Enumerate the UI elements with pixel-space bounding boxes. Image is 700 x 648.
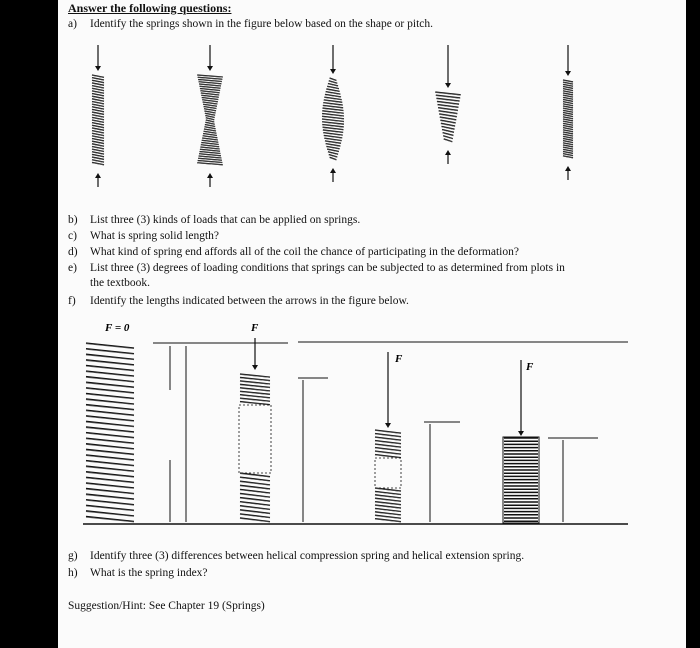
spring-conical [435,92,460,142]
question-f [68,294,409,308]
question-g-text: Identify three (3) differences between helical compression spring and helical extension spring. [90,550,525,562]
question-f-label: f) [68,295,76,307]
spring-constant-pitch [563,80,573,158]
figure-spring-lengths [58,310,686,535]
question-e-text: List three (3) degrees of loading conditions that springs can be subjected to as determined from plots in [90,262,565,274]
question-c [68,229,219,243]
question-b-label: b) [68,214,78,226]
question-f-text: Identify the lengths indicated between the arrows in the figure below. [90,295,409,307]
spring-loaded-dashed [239,405,271,473]
spring-compressed-top [375,430,401,458]
question-c-text: What is spring solid length? [90,230,220,242]
label-f-two: F [395,353,403,365]
question-b [68,213,360,227]
label-f-zero: F = 0 [105,322,130,334]
question-d [68,245,519,259]
question-a-text: Identify the springs shown in the figure below based on the shape or pitch. [90,18,434,30]
question-d-text: What kind of spring end affords all of the coil the chance of participating in the deformation? [90,246,519,258]
spring-solid [503,437,539,523]
question-h-label: h) [68,567,78,579]
question-e [68,261,565,275]
question-e-label: e) [68,262,77,274]
spring-free [86,343,134,522]
hint: Suggestion/Hint: See Chapter 19 (Springs) [68,600,265,612]
spring-loaded-top [240,374,270,405]
spring-loaded-bottom [240,473,270,522]
document-page [58,0,686,648]
question-c-label: c) [68,230,77,242]
question-h [68,566,208,580]
spring-cylindrical [92,75,104,165]
question-b-text: List three (3) kinds of loads that can be applied on springs. [90,214,361,226]
spring-compressed-bottom [375,488,401,522]
figure-spring-shapes [58,40,686,210]
question-a-label: a) [68,18,77,30]
question-a [68,17,433,31]
spring-hourglass [197,75,223,165]
heading: Answer the following questions: [68,1,232,15]
question-g-label: g) [68,550,78,562]
question-e-continuation: the textbook. [90,277,151,289]
label-f-three: F [526,361,534,373]
question-h-text: What is the spring index? [90,567,208,579]
spring-barrel [322,78,344,160]
question-d-label: d) [68,246,78,258]
label-f-one: F [251,322,259,334]
question-g [68,549,524,563]
spring-compressed-dashed [375,458,401,488]
